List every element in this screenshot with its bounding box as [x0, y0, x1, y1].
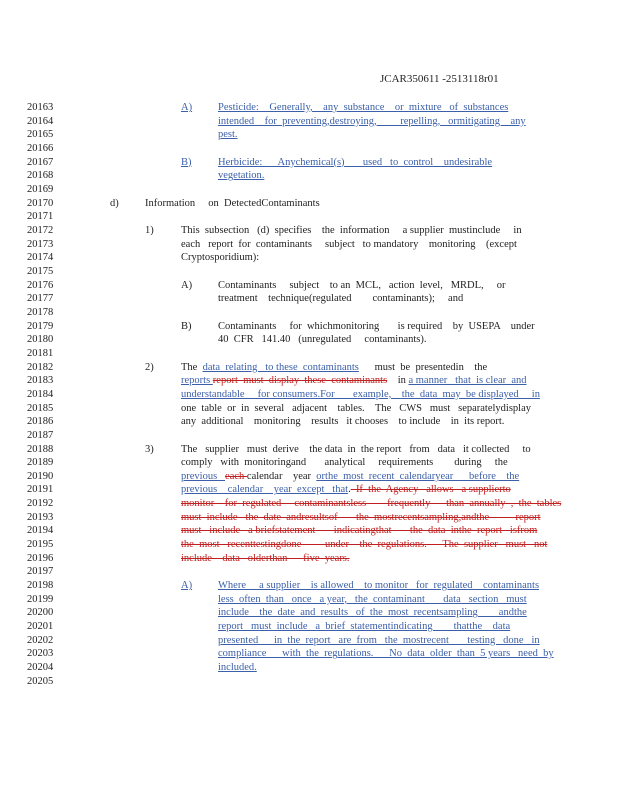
document-line: [0, 593, 618, 606]
text-run: Contaminants subject to an MCL, action level, MRDL, or: [218, 279, 506, 291]
line-number: 20176: [27, 279, 54, 291]
text-run: calendar year: [246, 470, 317, 482]
line-text: [218, 101, 508, 114]
item-label: A): [181, 102, 193, 113]
line-number: 20190: [27, 470, 54, 482]
document-line: [0, 292, 618, 305]
line-text: [181, 552, 350, 565]
document-line: [0, 183, 618, 196]
line-number: 20187: [27, 429, 54, 441]
text-run: Information on DetectedContaminants: [145, 197, 320, 209]
document-line: [0, 347, 618, 360]
text-run: The supplier must derive the data in the report from data it collected to: [181, 443, 531, 455]
line-text: [218, 647, 554, 660]
inserted-text: Herbicide: Anychemical(s) used to control undesirable: [218, 156, 493, 168]
line-text: [145, 197, 320, 210]
document-line: [0, 101, 618, 114]
line-number: 20192: [27, 498, 54, 510]
line-number: 20202: [27, 634, 54, 646]
item-label: d): [110, 197, 119, 209]
document-line: [0, 169, 618, 182]
line-text: [218, 333, 427, 346]
inserted-text: vegetation.: [218, 170, 265, 182]
line-number: 20168: [27, 170, 54, 182]
line-number: 20199: [27, 593, 54, 605]
document-line: [0, 470, 618, 483]
item-label: A): [181, 279, 193, 291]
text-run: treatment technique(regulated contaminants); and: [218, 293, 464, 305]
inserted-text: pest.: [218, 129, 238, 141]
inserted-text: data relating to these contaminants: [202, 361, 359, 373]
line-number: 20185: [27, 402, 54, 414]
document-line: [0, 224, 618, 237]
line-number: 20174: [27, 252, 54, 264]
line-number: 20194: [27, 525, 54, 537]
document-line: [0, 251, 618, 264]
document-line: [0, 620, 618, 633]
document-line: [0, 156, 618, 169]
line-text: [218, 634, 540, 647]
line-text: [218, 661, 257, 674]
line-text: [218, 128, 238, 141]
inserted-text: Pesticide: Generally, any substance or mixture of substances: [218, 102, 509, 113]
document-line: [0, 197, 618, 210]
inserted-text: included.: [218, 662, 257, 674]
line-text: [181, 251, 259, 264]
inserted-text: report must include a brief statementindicating thatthe data: [218, 621, 511, 633]
text-run: 40 CFR 141.40 (unregulated contaminants).: [218, 334, 427, 346]
line-text: [218, 292, 463, 305]
text-run: one table or in several adjacent tables. The CWS must separatelydisplay: [181, 402, 532, 414]
document-line: [0, 511, 618, 524]
line-number: 20201: [27, 621, 54, 633]
line-text: [218, 156, 492, 169]
document-line: [0, 538, 618, 551]
deleted-text: include data olderthan five years.: [181, 552, 350, 564]
deleted-text: must include a briefstatement indicatingthat the data inthe report isfrom: [181, 525, 538, 537]
line-number: 20191: [27, 484, 54, 496]
item-label: 3): [145, 443, 154, 455]
line-text: [218, 279, 506, 292]
line-text: [181, 470, 519, 483]
line-number: 20171: [27, 211, 54, 223]
line-number: 20163: [27, 102, 54, 113]
document-line: [0, 279, 618, 292]
line-number: 20189: [27, 457, 54, 469]
document-line: [0, 483, 618, 496]
text-run: must be presentedin the: [358, 361, 488, 373]
line-number: 20188: [27, 443, 54, 455]
document-line: [0, 415, 618, 428]
inserted-text: include the date and results of the most recentsampling andthe: [218, 607, 527, 619]
line-number: 20205: [27, 675, 54, 687]
line-number: 20197: [27, 566, 54, 578]
line-text: [181, 443, 531, 456]
line-number: 20184: [27, 388, 54, 400]
line-text: [181, 402, 531, 415]
document-line: [0, 565, 618, 578]
deleted-text: must include the date andresultsof the mostrecentsampling,andthe report: [181, 511, 541, 523]
line-text: [181, 456, 508, 469]
line-text: [181, 361, 487, 374]
inserted-text: previous calendar year except that: [181, 484, 349, 496]
document-line: [0, 552, 618, 565]
line-number: 20165: [27, 129, 54, 141]
inserted-text: Where a supplier is allowed to monitor for regulated contaminants: [218, 580, 540, 592]
item-label: B): [181, 156, 192, 168]
line-number: 20203: [27, 648, 54, 660]
document-line: [0, 374, 618, 387]
line-number: 20186: [27, 416, 54, 428]
text-run: comply with monitoringand analytical requirements during the: [181, 457, 508, 469]
item-label: 2): [145, 361, 154, 373]
document-line: [0, 661, 618, 674]
line-number: 20204: [27, 662, 54, 674]
line-number: 20193: [27, 511, 54, 523]
line-number: 20175: [27, 265, 54, 277]
line-text: [181, 374, 527, 387]
inserted-text: presented in the report are from the mostrecent testing done in: [218, 634, 540, 646]
line-number: 20200: [27, 607, 54, 619]
document-line: [0, 606, 618, 619]
document-line: [0, 388, 618, 401]
line-number: 20164: [27, 115, 54, 127]
deleted-text: monitor for regulated contaminantsless frequently than annually , the tables: [181, 498, 562, 510]
inserted-text: intended for preventing,destroying, repelling, ormitigating any: [218, 115, 526, 127]
document-line: [0, 142, 618, 155]
line-text: [181, 497, 561, 510]
document-line: [0, 647, 618, 660]
text-run: each report for contaminants subject to mandatory monitoring (except: [181, 238, 517, 250]
document-line: [0, 579, 618, 592]
inserted-text: understandable for consumers.For example, the data may be displayed in: [181, 388, 540, 400]
line-number: 20179: [27, 320, 54, 332]
line-number: 20196: [27, 552, 54, 564]
inserted-text: less often than once a year, the contaminant data section must: [218, 593, 527, 605]
document-line: [0, 306, 618, 319]
text-run: .: [348, 484, 351, 496]
text-run: any additional monitoring results it chooses to include in its report.: [181, 416, 505, 428]
document-line: [0, 634, 618, 647]
inserted-text: a manner that is clear and: [408, 375, 527, 387]
line-number: 20183: [27, 375, 54, 387]
inserted-text: previous: [181, 470, 226, 482]
line-number: 20172: [27, 224, 54, 236]
line-text: [181, 524, 537, 537]
item-label: B): [181, 320, 192, 332]
line-number: 20166: [27, 142, 54, 154]
line-text: [218, 320, 535, 333]
document-line: [0, 443, 618, 456]
line-number: 20180: [27, 334, 54, 346]
line-number: 20177: [27, 293, 54, 305]
line-text: [218, 620, 510, 633]
line-text: [181, 483, 511, 496]
deleted-text: the most recenttestingdone under the regulations. The supplier must not: [181, 539, 548, 551]
line-number: 20195: [27, 539, 54, 551]
line-text: [218, 606, 527, 619]
text-run: The: [181, 361, 203, 373]
text-run: in: [387, 375, 409, 387]
item-label: 1): [145, 224, 154, 236]
line-number: 20170: [27, 197, 54, 209]
text-run: Cryptosporidium):: [181, 252, 260, 264]
line-text: [181, 238, 517, 251]
inserted-text: compliance with the regulations. No data older than 5 years need by: [218, 648, 554, 660]
document-line: [0, 333, 618, 346]
inserted-text: reports: [181, 375, 213, 387]
line-text: [218, 169, 264, 182]
deleted-text: If the Agency allows a supplierto: [350, 484, 511, 496]
document-line: [0, 210, 618, 223]
line-text: [181, 511, 541, 524]
inserted-text: orthe most recent calendaryear before the: [316, 470, 520, 482]
text-run: Contaminants for whichmonitoring is required by USEPA under: [218, 320, 535, 332]
line-number: 20169: [27, 183, 54, 195]
line-number: 20198: [27, 580, 54, 592]
document-line: [0, 238, 618, 251]
line-text: [218, 579, 539, 592]
document-line: [0, 265, 618, 278]
document-line: [0, 128, 618, 141]
line-number: 20182: [27, 361, 54, 373]
document-line: [0, 524, 618, 537]
document-line: [0, 429, 618, 442]
line-number: 20178: [27, 306, 54, 318]
document-line: [0, 456, 618, 469]
line-text: [181, 538, 547, 551]
item-label: A): [181, 580, 193, 592]
deleted-text: each: [225, 470, 247, 482]
line-text: [181, 415, 504, 428]
line-text: [181, 388, 540, 401]
line-number: 20167: [27, 156, 54, 168]
line-text: [218, 115, 526, 128]
deleted-text: report must display these contaminants: [212, 375, 388, 387]
line-number: 20173: [27, 238, 54, 250]
document-line: [0, 320, 618, 333]
line-number: 20181: [27, 347, 54, 359]
text-run: This subsection (d) specifies the information a supplier mustinclude in: [181, 224, 522, 236]
document-line: [0, 115, 618, 128]
document-line: [0, 361, 618, 374]
document-line: [0, 402, 618, 415]
document-line: [0, 497, 618, 510]
document-id-header: JCAR350611 -2513118r01: [380, 73, 499, 85]
line-text: [181, 224, 522, 237]
document-line: [0, 675, 618, 688]
line-text: [218, 593, 527, 606]
